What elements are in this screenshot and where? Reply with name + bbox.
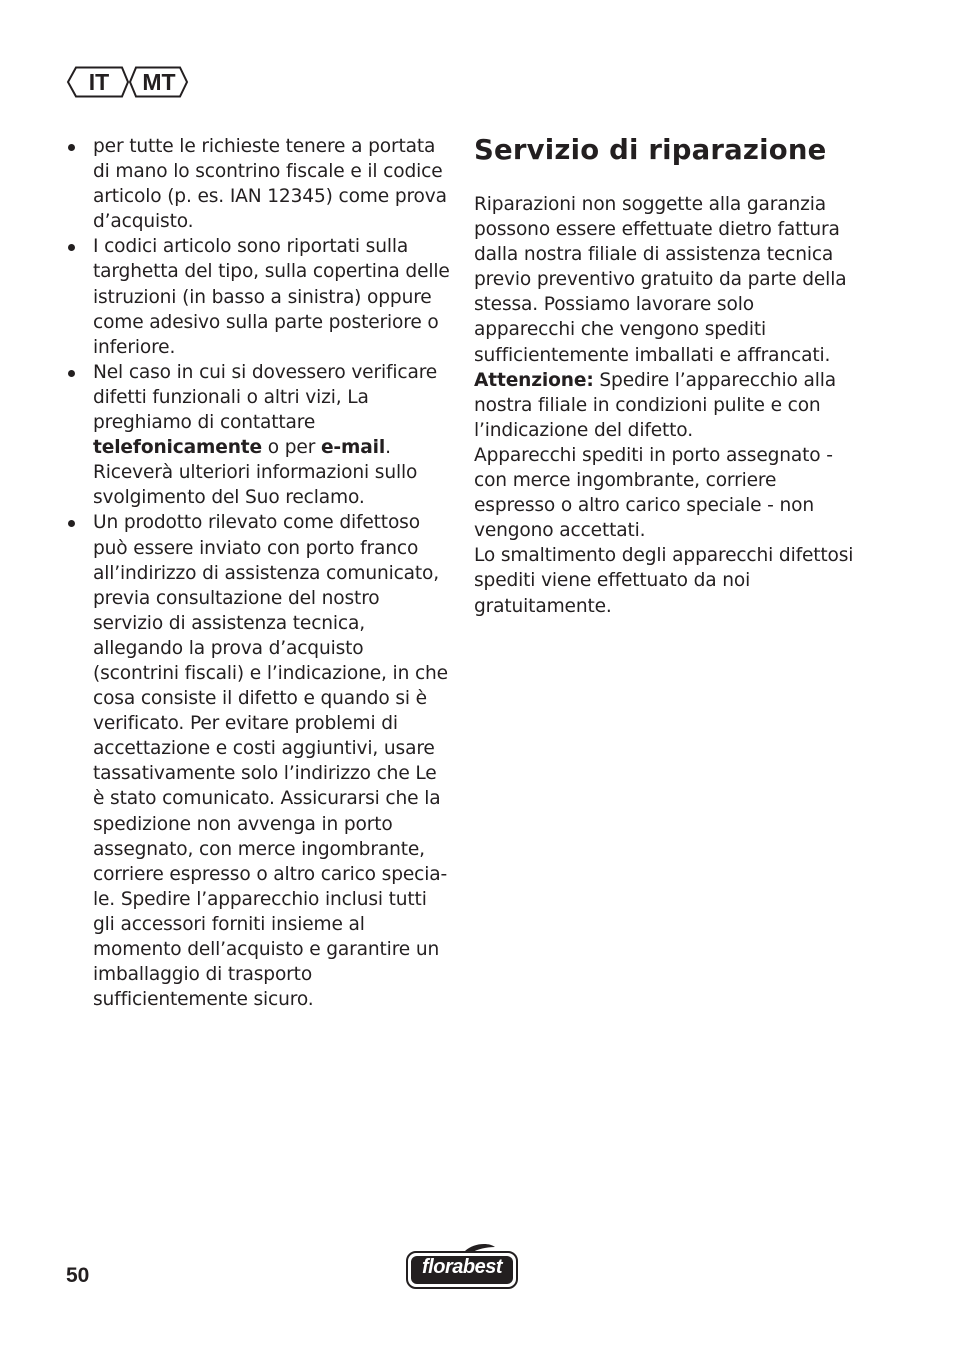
list-item-text: Nel caso in cui si dovessero verificare difetti funzionali o altri vizi, La preghiamo di contattare: [93, 361, 438, 434]
attention-text: Spedire l’apparecchio alla nostra filiale in condizioni pulite e con l’indicazione del difetto.: [474, 369, 837, 441]
phone-contact-emphasis: telefonicamente: [93, 437, 262, 459]
list-item-text: per tutte le richieste tenere a portata di mano lo scontrino fiscale e il codice articolo (p. es. IAN 12345) come prova d’acquisto.: [93, 136, 447, 233]
language-badge-mt: MT: [142, 69, 176, 95]
right-column: [474, 134, 858, 619]
list-item: [66, 234, 450, 359]
logo-text: florabest: [422, 1256, 502, 1278]
shipping-paragraph: Apparecchi spediti in porto assegnato - con merce ingombrante, corriere espresso o altro carico speciale - non vengono accettati.: [474, 444, 833, 542]
attention-paragraph: [474, 368, 858, 443]
section-title: Servizio di riparazione: [474, 134, 827, 166]
list-item: [66, 360, 450, 511]
instructions-list: [66, 134, 450, 1012]
list-item: [66, 510, 450, 1012]
language-badge-it: IT: [88, 69, 110, 95]
attention-label: Attenzione:: [474, 369, 594, 391]
page-number: 50: [66, 1264, 90, 1287]
florabest-logo: [405, 1242, 519, 1290]
list-item-text: o per: [262, 437, 321, 459]
list-item-text: I codici articolo sono riportati sulla targhetta del tipo, sulla copertina delle istruzioni (in basso a sinistra) oppure come adesivo sulla parte posteriore o inferiore.: [93, 236, 450, 358]
list-item: [66, 134, 450, 234]
email-contact-emphasis: e-mail: [320, 437, 386, 459]
list-item-text: . Riceverà ulteriori informazioni sullo svolgimento del Suo reclamo.: [93, 437, 418, 509]
disposal-paragraph: Lo smaltimento degli apparecchi difettosi spediti viene effettuato da noi gratuitamente.: [474, 545, 854, 617]
repair-paragraph: Riparazioni non soggette alla garanzia possono essere effettuate dietro fattura dalla nostra filiale di assistenza tecnica previo preventivo gratuito da parte della stessa. Possiamo lavorare solo apparecchi che vengono spediti sufficientemente imballati e affrancati.: [474, 194, 847, 366]
list-item-text: Un prodotto rilevato come difettoso può essere inviato con porto franco all’indirizzo di assistenza comunicato, previa consultazione del nostro servizio di assistenza tecnica, allegando la prova d’acquisto (scontrini fiscali) e l’indicazione, in che cosa consiste il difetto e quando si è verificato. Per evitare problemi di accettazione e costi aggiuntivi, usare tassativamente solo l’indirizzo che Le è stato comunicato. Assicurarsi che la spedizione non avvenga in porto assegnato, con merce ingombrante, corriere espresso o altro carico speciale. Spedire l’apparecchio inclusi tutti gli accessori forniti insieme al momento dell’acquisto e garantire un imballaggio di trasporto sufficientemente sicuro.: [93, 512, 448, 1011]
left-column: [66, 134, 450, 1012]
language-badges: [66, 66, 190, 98]
